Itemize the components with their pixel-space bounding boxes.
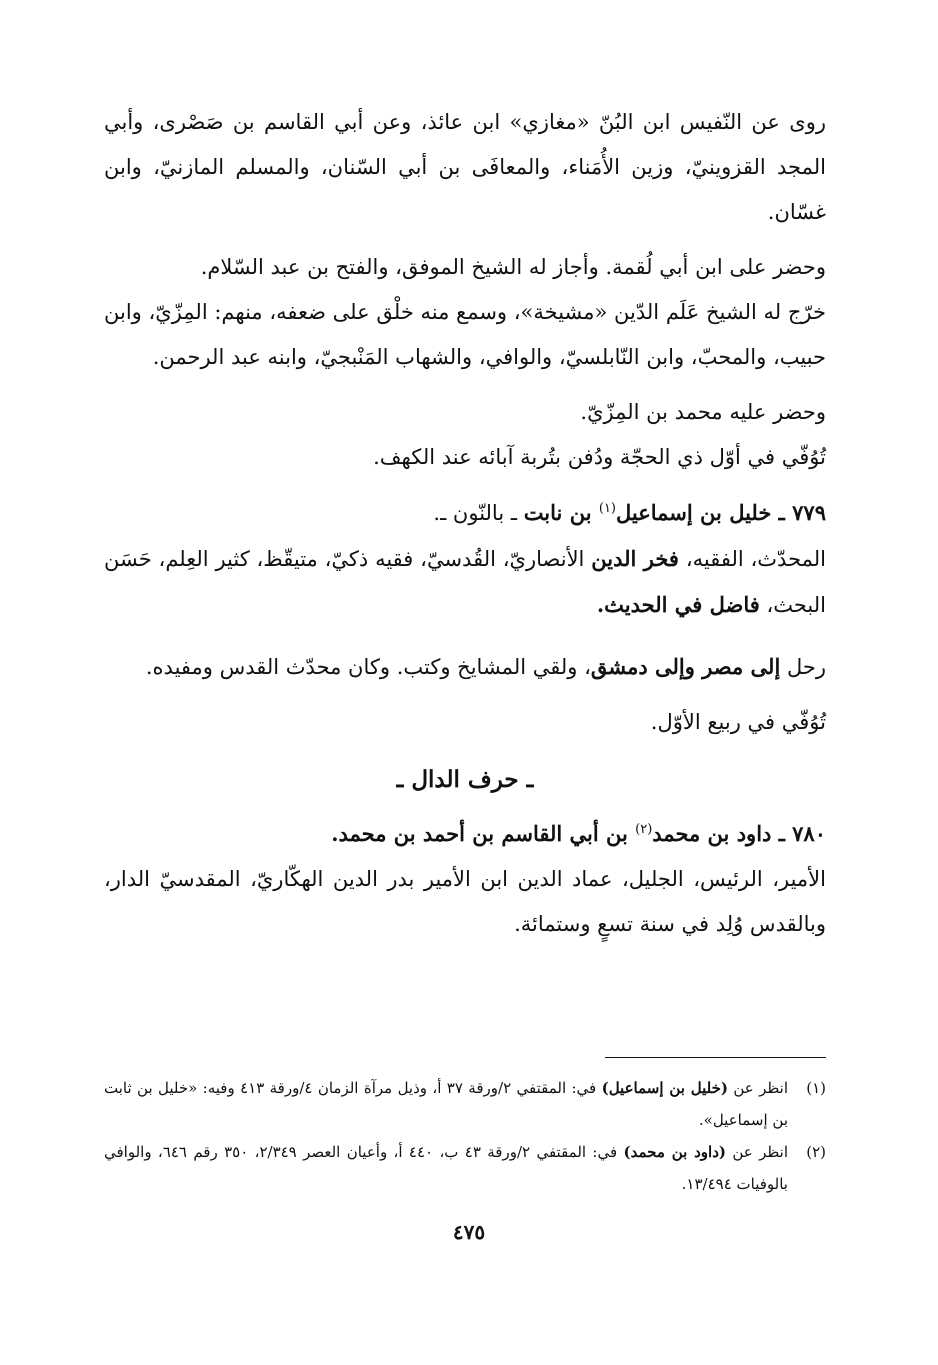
entry-779-paragraph-1 [104, 536, 826, 628]
footnote-marker-1: (١) [598, 501, 616, 516]
footnote-1 [104, 1072, 826, 1136]
footnotes [104, 1072, 826, 1200]
entry-779-title: ٧٧٩ ـ خليل بن إسماعيل [616, 500, 826, 525]
footnote-number: (٢) [806, 1143, 826, 1161]
entry-779-text-2: الأنصاريّ، القُدسيّ، فقيه ذكيّ، متيقّظ، كثير العِلم، حَسَن البحث، [104, 547, 826, 617]
paragraph-2: وحضر على ابن أبي لُقمة. وأجاز له الشيخ الموفق، والفتح بن عبد السّلام. [200, 255, 826, 279]
footnote-text-a: انظر عن [727, 1079, 789, 1097]
footnote-text [104, 1072, 788, 1136]
entry-779-paragraph-2 [104, 644, 826, 690]
entry-779-travel-text: رحل [780, 655, 826, 679]
entry-780-paragraph-1: الأمير، الرئيس، الجليل، عماد الدين ابن الأمير بدر الدين الهكّاريّ، المقدسيّ الدار، وبالقدس وُلِد في سنة تسعٍ وستمائة. [104, 867, 826, 936]
footnote-2 [104, 1136, 826, 1200]
footnote-text-b: (خليل بن إسماعيل) [601, 1079, 728, 1097]
entry-779-laqab: فخر الدين [591, 546, 679, 571]
paragraph-1: روى عن النّفيس ابن البُنّ «مغازي» ابن عائذ، وعن أبي القاسم بن صَصْرى، وأبي المجد القزوينيّ، وزين الأُمَناء، والمعافَى بن أبي السّنان، والمسلم المازنيّ، وابن غسّان. [104, 110, 826, 224]
page-body [104, 100, 826, 947]
entry-780-title: ٧٨٠ ـ داود بن محمد [652, 821, 826, 846]
entry-779-travel-places: إلى مصر وإلى دمشق [590, 654, 781, 679]
entry-779-text: المحدّث، الفقيه، [678, 547, 827, 571]
footnote-text-a: انظر عن [725, 1143, 788, 1161]
page-number: ٤٧٥ [452, 1220, 486, 1244]
paragraph-5: تُوُفّي في أوّل ذي الحجّة ودُفن بتُربة آبائه عند الكهف. [373, 445, 826, 469]
footnote-divider [605, 1057, 826, 1058]
entry-779-title-end: بن نابت [523, 500, 599, 525]
footnote-text-c: في: المقتفي ٢/ورقة ٣٧ أ، وذيل مرآة الزمان ٤/ورقة ٤١٣ وفيه: «خليل بن ثابت بن إسماعيل». [104, 1079, 788, 1129]
entry-780-heading [104, 811, 826, 857]
section-title: ـ حرف الدال ـ [396, 766, 534, 793]
footnote-number: (١) [806, 1079, 826, 1097]
entry-779-travel-text-2: ، ولقي المشايخ وكتب. وكان محدّث القدس ومفيده. [145, 655, 591, 679]
footnote-text-c: في: المقتفي ٢/ورقة ٤٣ ب، ٤٤٠ أ، وأعيان العصر ٢/٣٤٩، ٣٥٠ رقم ٦٤٦، والوافي بالوفيات ١٣/٤٩٤. [104, 1143, 788, 1193]
entry-779-text-bold: فاضل في الحديث. [596, 592, 760, 617]
footnote-marker-2: (٢) [635, 822, 653, 837]
paragraph-3: خرّج له الشيخ عَلَم الدّين «مشيخة»، وسمع منه خلْق على ضعفه، منهم: المِزّيّ، وابن حبيب، والمحبّ، وابن النّابلسيّ، والوافي، والشهاب المَنْبجيّ، وابنه عبد الرحمن. [104, 300, 826, 369]
entry-779-paragraph-3: تُوُفّي في ربيع الأوّل. [650, 710, 826, 734]
paragraph-4: وحضر عليه محمد بن المِزّيّ. [580, 400, 826, 424]
footnote-text [104, 1136, 788, 1200]
entry-780-title-end: بن أبي القاسم بن أحمد بن محمد. [331, 821, 636, 846]
footnote-text-b: (داود بن محمد) [623, 1143, 726, 1161]
entry-779-heading [104, 490, 826, 536]
entry-779-title-suffix: ـ بالنّون ـ. [433, 501, 524, 525]
